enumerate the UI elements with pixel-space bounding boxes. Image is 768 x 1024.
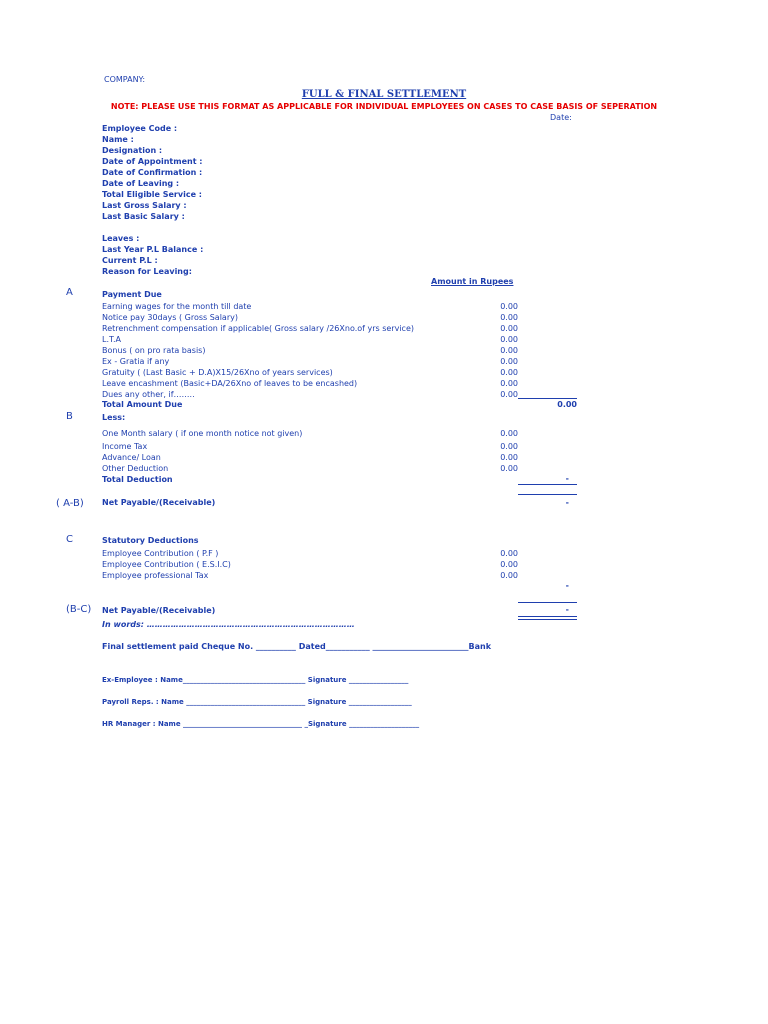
total-deduction-value: - <box>565 474 569 483</box>
payment-item-label: Bonus ( on pro rata basis) <box>102 346 206 355</box>
net-bc-label: Net Payable/(Receivable) <box>102 606 216 615</box>
net-ab-marker: ( A-B) <box>56 498 84 509</box>
payment-item-value: 0.00 <box>500 346 518 355</box>
payment-item-value: 0.00 <box>500 302 518 311</box>
final-settlement-line: Final settlement paid Cheque No. __________ Dated___________ ________________________Bank <box>102 642 492 651</box>
payment-item-label: Gratuity ( (Last Basic + D.A)X15/26Xno of years services) <box>102 368 333 377</box>
payment-item-label: Retrenchment compensation if applicable( Gross salary /26Xno.of yrs service) <box>102 324 414 333</box>
section-b-title: Less: <box>102 413 126 422</box>
payment-item-label: Dues any other, if…….. <box>102 390 195 399</box>
in-words-line: In words: …………………………………………………………………… <box>102 620 355 629</box>
total-deduction-label: Total Deduction <box>102 475 173 484</box>
payment-item-value: 0.00 <box>500 357 518 366</box>
payment-item-label: Earning wages for the month till date <box>102 302 252 311</box>
field-leaves: Leaves : <box>102 234 140 243</box>
statutory-item-label: Employee Contribution ( P.F ) <box>102 549 219 558</box>
field-reason-for-leaving: Reason for Leaving: <box>102 267 192 276</box>
deduction-item-label: One Month salary ( if one month notice not given) <box>102 429 303 438</box>
net-ab-value: - <box>565 498 569 507</box>
double-total-rule <box>518 616 577 620</box>
field-designation: Designation : <box>102 146 163 155</box>
section-c-total-value: - <box>565 581 569 590</box>
leave-fields <box>102 233 203 277</box>
statutory-item-value: 0.00 <box>500 560 518 569</box>
payment-item-value: 0.00 <box>500 368 518 377</box>
payment-item-label: Notice pay 30days ( Gross Salary) <box>102 313 238 322</box>
section-a-marker: A <box>66 287 73 298</box>
deduction-item-value: 0.00 <box>500 453 518 462</box>
statutory-item-value: 0.00 <box>500 549 518 558</box>
field-last-gross-salary: Last Gross Salary : <box>102 201 187 210</box>
field-employee-code: Employee Code : <box>102 124 178 133</box>
field-current-pl: Current P.L : <box>102 256 158 265</box>
net-ab-label: Net Payable/(Receivable) <box>102 498 216 507</box>
total-rule <box>518 602 577 603</box>
deduction-item-label: Income Tax <box>102 442 148 451</box>
statutory-item-value: 0.00 <box>500 571 518 580</box>
section-c-marker: C <box>66 534 73 545</box>
payment-item-label: Leave encashment (Basic+DA/26Xno of leaves to be encashed) <box>102 379 358 388</box>
total-rule <box>518 484 577 485</box>
total-amount-due-label: Total Amount Due <box>102 400 183 409</box>
deduction-item-label: Other Deduction <box>102 464 169 473</box>
statutory-item-label: Employee professional Tax <box>102 571 209 580</box>
statutory-item-label: Employee Contribution ( E.S.I.C) <box>102 560 231 569</box>
signature-ex-employee: Ex-Employee : Name___________________________________ Signature _________________ <box>102 676 409 684</box>
signature-hr-manager: HR Manager : Name __________________________________ _Signature ____________________ <box>102 720 420 728</box>
section-a-items <box>102 301 414 400</box>
section-b-items <box>102 441 168 474</box>
deduction-item-value: 0.00 <box>500 429 518 438</box>
page-title: FULL & FINAL SETTLEMENT <box>301 89 467 100</box>
payment-item-value: 0.00 <box>500 335 518 344</box>
date-label: Date: <box>550 113 572 122</box>
field-last-year-pl: Last Year P.L Balance : <box>102 245 204 254</box>
deduction-item-value: 0.00 <box>500 464 518 473</box>
section-b-values <box>458 441 518 474</box>
total-amount-due-value: 0.00 <box>557 400 577 409</box>
company-label: COMPANY: <box>104 75 146 84</box>
payment-item-value: 0.00 <box>500 324 518 333</box>
payment-item-value: 0.00 <box>500 390 518 399</box>
note-text: NOTE: PLEASE USE THIS FORMAT AS APPLICABLE FOR INDIVIDUAL EMPLOYEES ON CASES TO CASE BASIS OF SEPERATION <box>110 102 658 111</box>
section-a-title: Payment Due <box>102 290 162 299</box>
employee-fields <box>102 123 203 222</box>
payment-item-label: L.T.A <box>102 335 121 344</box>
field-name: Name : <box>102 135 134 144</box>
payment-item-label: Ex - Gratia if any <box>102 357 170 366</box>
deduction-item-label: Advance/ Loan <box>102 453 161 462</box>
net-bc-marker: (B-C) <box>66 604 92 615</box>
field-last-basic-salary: Last Basic Salary : <box>102 212 185 221</box>
section-c-values <box>458 548 518 581</box>
section-c-items <box>102 548 231 581</box>
field-total-eligible-service: Total Eligible Service : <box>102 190 202 199</box>
field-date-of-leaving: Date of Leaving : <box>102 179 180 188</box>
field-date-of-appointment: Date of Appointment : <box>102 157 203 166</box>
signature-payroll-reps: Payroll Reps. : Name __________________________________ Signature __________________ <box>102 698 412 706</box>
deduction-item-value: 0.00 <box>500 442 518 451</box>
field-date-of-confirmation: Date of Confirmation : <box>102 168 203 177</box>
net-bc-value: - <box>565 605 569 614</box>
section-b-marker: B <box>66 411 73 422</box>
payment-item-value: 0.00 <box>500 313 518 322</box>
section-a-values <box>458 301 518 400</box>
amount-header: Amount in Rupees <box>431 277 514 286</box>
total-rule <box>518 494 577 495</box>
payment-item-value: 0.00 <box>500 379 518 388</box>
section-c-title: Statutory Deductions <box>102 536 199 545</box>
